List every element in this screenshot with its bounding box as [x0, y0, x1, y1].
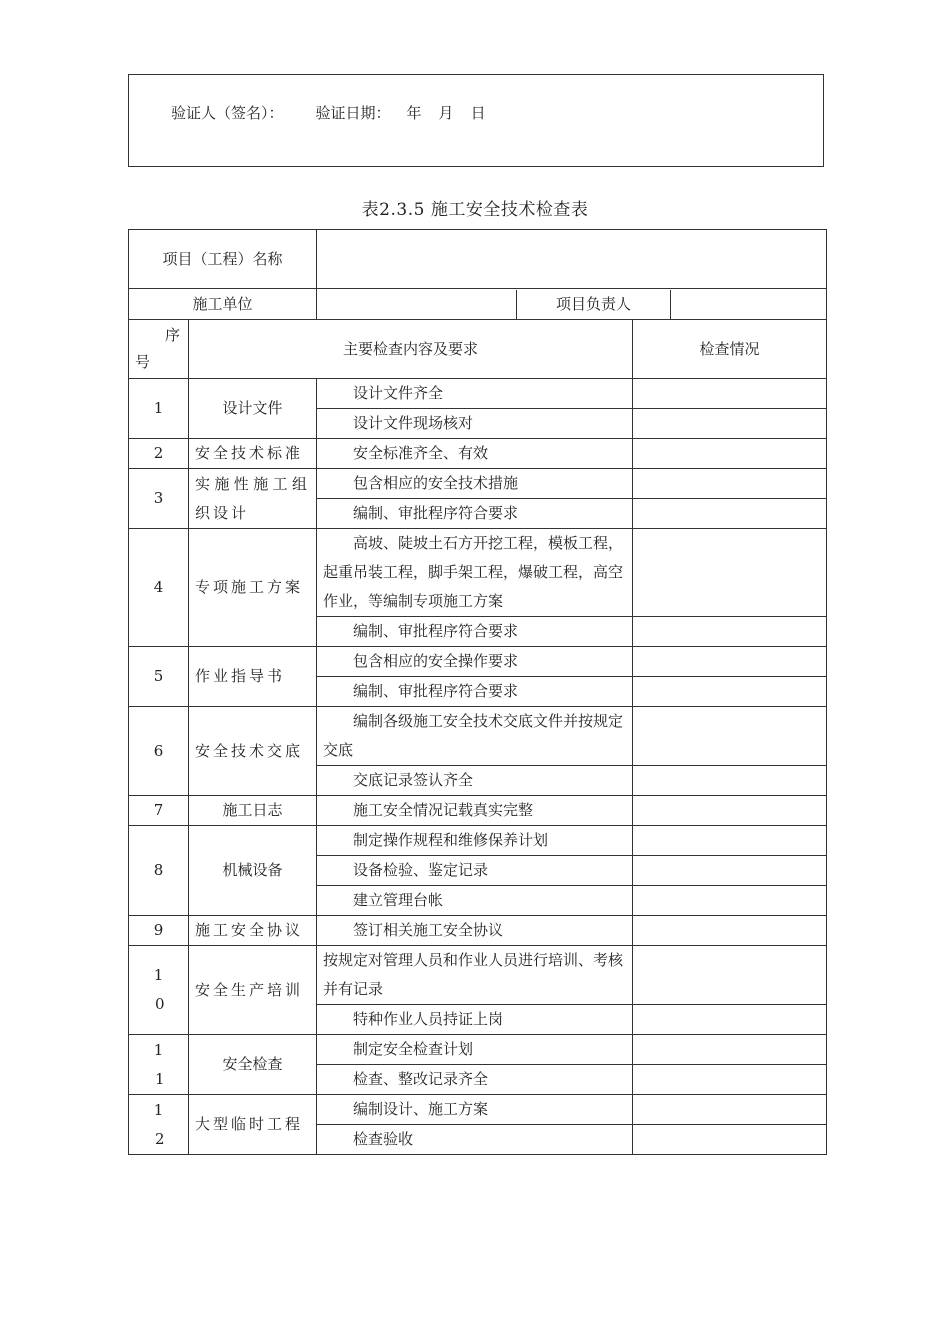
row-number-text: 7 [153, 801, 164, 819]
row-check-status[interactable] [633, 409, 827, 439]
row-requirement [317, 766, 633, 796]
row-requirement-text: 高坡、陡坡土石方开挖工程，模板工程，起重吊装工程，脚手架工程，爆破工程，高空作业，等编制专项施工方案 [323, 534, 624, 610]
project-name-row [129, 230, 827, 289]
row-category-text: 安全检查 [222, 1055, 283, 1073]
row-requirement [317, 856, 633, 886]
row-requirement [317, 1065, 633, 1095]
row-category [189, 529, 317, 647]
row-category [189, 1095, 317, 1155]
row-check-status[interactable] [633, 796, 827, 826]
row-number-digit-1: 1 [153, 966, 164, 984]
row-requirement [317, 886, 633, 916]
row-check-status[interactable] [633, 707, 827, 766]
row-number [129, 707, 189, 796]
row-category [189, 469, 317, 529]
project-name-label: 项目（工程）名称 [129, 230, 317, 289]
row-number-text: 3 [153, 489, 164, 507]
row-check-status[interactable] [633, 1005, 827, 1035]
row-check-status[interactable] [633, 647, 827, 677]
row-requirement [317, 1125, 633, 1155]
row-requirement-text: 编制、审批程序符合要求 [353, 504, 519, 522]
row-check-status[interactable] [633, 826, 827, 856]
row-check-status[interactable] [633, 469, 827, 499]
row-requirement-text: 设备检验、鉴定记录 [353, 861, 489, 879]
verifier-label: 验证人（签名）： [171, 104, 284, 122]
row-requirement [317, 647, 633, 677]
unit-value-group [317, 289, 827, 320]
row-check-status[interactable] [633, 856, 827, 886]
row-requirement-text: 编制、审批程序符合要求 [353, 622, 519, 640]
date-label: 验证日期： [315, 104, 391, 122]
day-label: 日 [470, 104, 486, 122]
row-number-text: 9 [153, 921, 164, 939]
row-requirement [317, 677, 633, 707]
col-no-char-2: 号 [135, 353, 151, 371]
unit-label: 施工单位 [129, 289, 317, 320]
row-requirement-text: 检查、整改记录齐全 [353, 1070, 489, 1088]
row-requirement-text: 检查验收 [353, 1130, 414, 1148]
row-requirement-text: 包含相应的安全技术措施 [353, 474, 519, 492]
row-requirement [317, 796, 633, 826]
row-category [189, 1035, 317, 1095]
row-number-digit-2: 0 [155, 995, 165, 1013]
row-requirement [317, 707, 633, 766]
table-row [129, 826, 827, 856]
row-requirement [317, 1005, 633, 1035]
row-number-text [135, 1096, 182, 1154]
row-check-status[interactable] [633, 439, 827, 469]
table-row [129, 647, 827, 677]
year-label: 年 [406, 104, 422, 122]
row-number [129, 1095, 189, 1155]
row-number [129, 439, 189, 469]
row-requirement-text: 建立管理台帐 [353, 891, 444, 909]
row-requirement [317, 617, 633, 647]
row-number [129, 647, 189, 707]
table-row [129, 946, 827, 1005]
table-row [129, 469, 827, 499]
table-row [129, 1095, 827, 1125]
row-number-digit-2: 2 [155, 1129, 165, 1148]
row-check-status[interactable] [633, 1125, 827, 1155]
signature-box [128, 74, 824, 167]
row-category-text: 作业指导书 [195, 667, 286, 685]
row-requirement [317, 409, 633, 439]
row-category [189, 946, 317, 1035]
row-requirement-text: 签订相关施工安全协议 [353, 921, 504, 939]
row-requirement-text: 制定操作规程和维修保养计划 [353, 831, 549, 849]
table-row [129, 379, 827, 409]
row-check-status[interactable] [633, 946, 827, 1005]
row-check-status[interactable] [633, 886, 827, 916]
row-requirement-text: 编制设计、施工方案 [353, 1100, 489, 1118]
row-number-text: 2 [153, 444, 164, 462]
row-category-text: 专项施工方案 [195, 578, 304, 596]
col-content-header: 主要检查内容及要求 [189, 320, 633, 379]
row-requirement [317, 916, 633, 946]
row-category-text: 施工安全协议 [195, 921, 304, 939]
row-category-text: 安全技术交底 [195, 741, 304, 760]
row-requirement-text: 包含相应的安全操作要求 [353, 652, 519, 670]
table-row [129, 439, 827, 469]
col-status-header: 检查情况 [633, 320, 827, 379]
row-category [189, 826, 317, 916]
row-number [129, 469, 189, 529]
row-number-digit-1: 1 [153, 1040, 164, 1059]
row-category-text: 机械设备 [222, 861, 283, 879]
row-requirement-text: 安全标准齐全、有效 [353, 444, 489, 462]
col-no-char-1: 序 [164, 326, 180, 344]
table-row [129, 707, 827, 766]
row-requirement-text: 施工安全情况记载真实完整 [353, 801, 534, 819]
row-category [189, 439, 317, 469]
row-check-status[interactable] [633, 617, 827, 647]
row-requirement [317, 439, 633, 469]
col-no-header [129, 320, 189, 379]
row-check-status[interactable] [633, 499, 827, 529]
row-requirement-text: 编制、审批程序符合要求 [353, 682, 519, 700]
row-number-text: 1 [153, 399, 164, 417]
row-requirement-text: 特种作业人员持证上岗 [353, 1010, 504, 1028]
row-requirement-text: 按规定对管理人员和作业人员进行培训、考核并有记录 [323, 951, 624, 998]
row-requirement-text: 设计文件齐全 [353, 384, 444, 402]
manager-label: 项目负责人 [517, 290, 671, 319]
row-category [189, 379, 317, 439]
row-category-text: 大型临时工程 [195, 1115, 304, 1133]
row-number-text [135, 961, 182, 1019]
row-check-status[interactable] [633, 1065, 827, 1095]
row-category-text: 安全技术标准 [195, 444, 304, 462]
row-number [129, 796, 189, 826]
table-caption: 表2.3.5 施工安全技术检查表 [361, 200, 589, 220]
row-number-text [135, 1036, 182, 1094]
row-check-status[interactable] [633, 1035, 827, 1065]
row-category-text: 安全生产培训 [195, 980, 304, 999]
table-row [129, 1035, 827, 1065]
row-category [189, 796, 317, 826]
row-number [129, 946, 189, 1035]
row-check-status[interactable] [633, 766, 827, 796]
row-number-digit-2: 1 [155, 1069, 165, 1088]
row-number-text: 6 [153, 741, 164, 760]
table-row [129, 529, 827, 617]
table-row [129, 916, 827, 946]
safety-check-table [128, 229, 827, 1155]
row-number [129, 529, 189, 647]
month-label: 月 [438, 104, 454, 122]
unit-row [129, 289, 827, 320]
row-requirement [317, 946, 633, 1005]
row-requirement [317, 499, 633, 529]
row-category-text: 施工日志 [222, 801, 283, 819]
manager-value[interactable] [671, 290, 827, 319]
row-category [189, 707, 317, 796]
row-number-text: 5 [153, 667, 164, 685]
row-requirement [317, 826, 633, 856]
project-name-value[interactable] [317, 230, 827, 289]
row-number [129, 826, 189, 916]
row-category-text: 实施性施工组织设计 [195, 474, 311, 522]
row-requirement-text: 设计文件现场核对 [353, 414, 474, 432]
row-number [129, 916, 189, 946]
row-number [129, 379, 189, 439]
row-requirement-text: 编制各级施工安全技术交底文件并按规定交底 [323, 712, 624, 759]
row-requirement [317, 469, 633, 499]
unit-inner [317, 290, 826, 319]
unit-value[interactable] [317, 290, 517, 319]
row-requirement-text: 制定安全检查计划 [353, 1040, 474, 1058]
row-requirement [317, 379, 633, 409]
row-requirement-text: 交底记录签认齐全 [353, 771, 474, 789]
row-requirement [317, 1095, 633, 1125]
row-check-status[interactable] [633, 529, 827, 617]
table-row [129, 796, 827, 826]
row-requirement [317, 529, 633, 617]
row-category-text: 设计文件 [222, 399, 283, 417]
row-check-status[interactable] [633, 379, 827, 409]
row-requirement [317, 1035, 633, 1065]
row-number [129, 1035, 189, 1095]
row-category [189, 647, 317, 707]
row-check-status[interactable] [633, 1095, 827, 1125]
column-header-row [129, 320, 827, 379]
signature-line [171, 102, 486, 123]
row-check-status[interactable] [633, 677, 827, 707]
row-number-text: 4 [153, 578, 164, 596]
row-number-digit-1: 1 [153, 1100, 164, 1119]
row-category [189, 916, 317, 946]
row-check-status[interactable] [633, 916, 827, 946]
row-number-text: 8 [153, 861, 164, 879]
